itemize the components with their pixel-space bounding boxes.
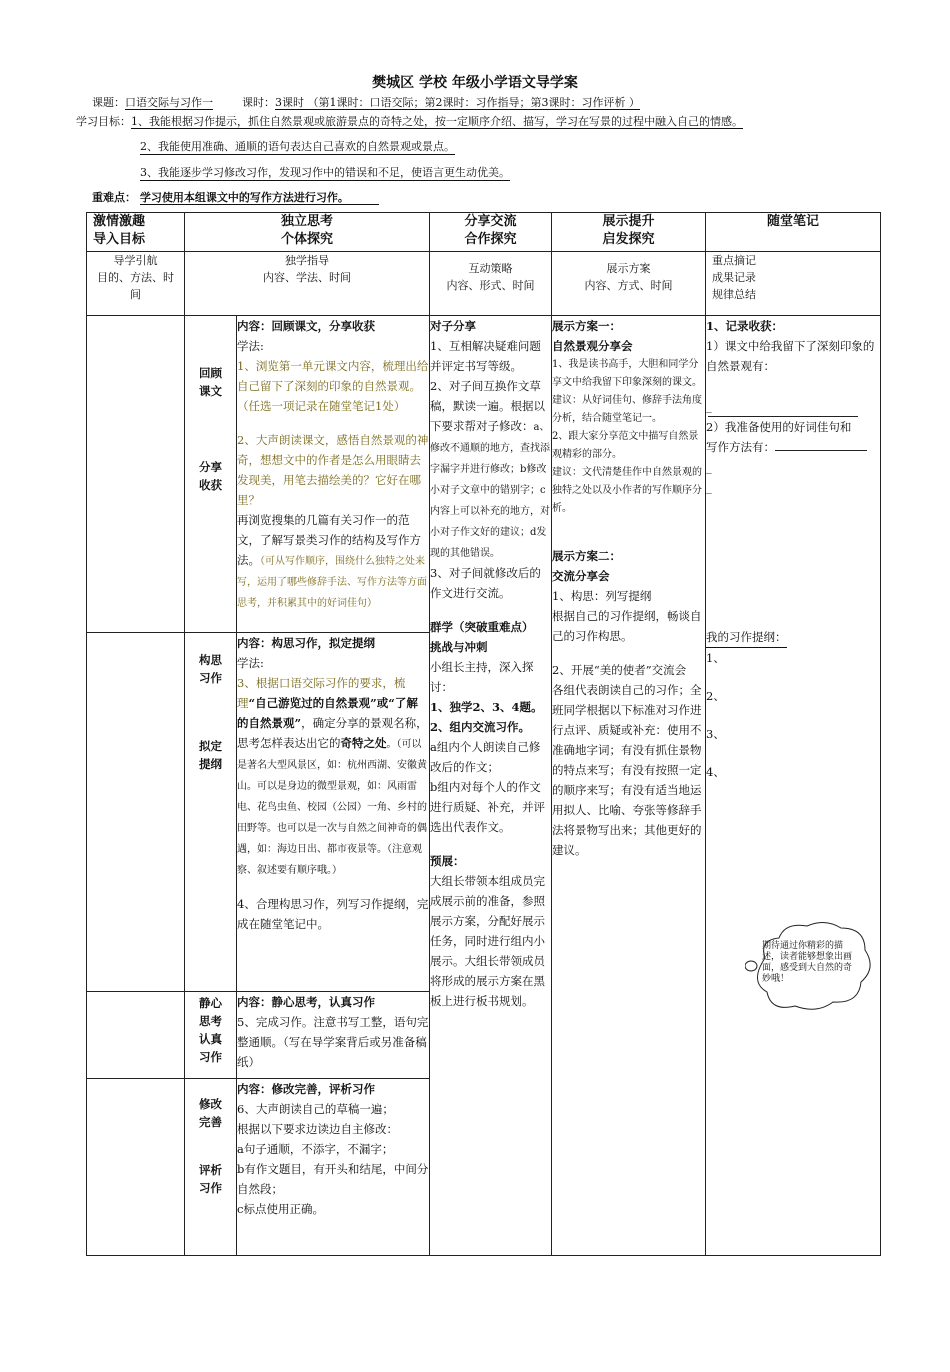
key-label: 重难点： [92, 191, 136, 204]
sub-header-2: 独学指导 内容、学法、时间 [185, 252, 430, 316]
col-header-2: 独立思考 个体探究 [185, 213, 430, 252]
hours-label: 课时： [242, 96, 275, 109]
guide-table [86, 212, 881, 1256]
hours-value: 3课时 （第1课时：口语交际；第2课时：习作指导；第3课时：习作评析 ） [275, 96, 640, 109]
key-value: 学习使用本组课文中的写作方法进行习作。 [140, 191, 379, 205]
outline-item-4: 4、 [706, 765, 725, 779]
key-line [92, 189, 379, 205]
stage-revise: 修改 完善 [199, 1097, 222, 1129]
col-header-4: 展示提升 启发探究 [552, 213, 706, 252]
topic-value: 口语交际与习作一 [125, 96, 213, 109]
goal-2: 2、我能使用准确、通顺的语句表达自己喜欢的自然景观或景点。 [140, 140, 455, 153]
stage-outline: 拟定 提纲 [199, 739, 222, 771]
study-block-4: 内容：修改完善，评析习作 6、大声朗读自己的草稿一遍； 根据以下要求边读边自主修改： a句子通顺，不添字，不漏字； b有作文题目，有开头和结尾，中间分自然段； c标点使用正确。 [237, 1079, 430, 1256]
outline-item-2: 2、 [706, 689, 725, 703]
outline-item-1: 1、 [706, 651, 725, 665]
page-title: 樊城区 学校 年级小学语文导学案 [372, 75, 578, 91]
goal-1: 1、我能根据习作提示，抓住自然景观或旅游景点的奇特之处，按一定顺序介绍、描写，学习在写景的过程中融入自己的情感。 [131, 115, 743, 128]
study-block-3: 内容：静心思考，认真习作 5、完成习作。注意书写工整，语句完整通顺。（写在导学案背后或另准备稿纸） [237, 992, 430, 1079]
stage-cell-3 [185, 992, 237, 1079]
col-header-5: 随堂笔记 [706, 213, 881, 252]
guide-cell-2 [87, 633, 185, 992]
study-block-1: 内容：回顾课文，分享收获 学法: 1、浏览第一单元课文内容，梳理出给自己留下了深刻的印象的自然景观。（任选一项记录在随堂笔记1处） 2、大声朗读课文，感悟自然景观的神奇，想想文中的作者是怎么用眼睛去发现美，用笔去描绘美的？它好在哪里？ 再浏览搜集的几篇有关习作一的范文，了解写景类习作的结构及写作方法。（可从写作顺序，围绕什么独特之处来写，运用了哪些修辞手法、写作方法等方面思考，并积累其中的好词佳句） [237, 316, 430, 633]
stage-plan: 构思 习作 [199, 653, 222, 685]
stage-cell-2 [185, 633, 237, 992]
sub-header-1: 导学引航 目的、方法、时 间 [87, 252, 185, 316]
stage-share: 分享 收获 [199, 460, 222, 492]
goal-line-1 [76, 113, 743, 129]
sub-header-5: 重点摘记 成果记录 规律总结 [706, 252, 881, 316]
sub-header-4: 展示方案 内容、方式、时间 [552, 252, 706, 316]
stage-review: 回顾 课文 [199, 366, 222, 398]
topic-line [92, 94, 640, 110]
row-review [87, 316, 881, 633]
stage-evaluate: 评析 习作 [199, 1163, 222, 1195]
stage-write: 静心 思考 认真 习作 [199, 996, 222, 1064]
stage-cell-1 [185, 316, 237, 633]
guide-cell-4 [87, 1079, 185, 1256]
share-column: 对子分享 1、互相解决疑难问题并评定书写等级。 2、对子间互换作文草稿，默读一遍。根据以下要求帮对子修改：a、修改不通顺的地方，查找添字漏字并进行修改；b修改小对子文章中的错别字；c内容上可以补充的地方，对小对子作文好的建议；d发现的其他错误。 3、对子间就修改后的作文进行交流。 群学（突破重难点） 挑战与冲刺 小组长主持，深入探讨： 1、独学2、3、4题。 2、组内交流习作。 a组内个人朗读自己修改后的作文； b组内对每个人的作文进行质疑、补充，并评选出代表作文。 预展： 大组长带领本组成员完成展示前的准备，参照展示方案，分配好展示任务，同时进行组内小展示。大组长带领成员将形成的展示方案在黑板上进行板书规划。 [430, 316, 552, 1256]
col-header-3: 分享交流 合作探究 [430, 213, 552, 252]
col-header-1: 激情激趣 导入目标 [87, 213, 185, 252]
topic-label: 课题： [92, 96, 125, 109]
subheader-row [87, 252, 881, 316]
cloud-text: 期待通过你精彩的描述，读者能够想象出画面，感受到大自然的奇妙哦！ [762, 941, 853, 984]
show-column: 展示方案一： 自然景观分享会 1、我是读书高手，大胆和同学分享文中给我留下印象深刻的课文。 建议：从好词佳句、修辞手法角度分析，结合随堂笔记一。 2、跟大家分享范文中描写自然景观精彩的部分。 建议：文代清楚佳作中自然景观的独特之处以及小作者的写作顺序分析。 展示方案二： 交流分享会 1、构思：列写提纲 根据自己的习作提纲，畅谈自己的习作构思。 2、开展“美的使者”交流会 各组代表朗读自己的习作；全班同学根据以下标准对习作进行点评、质疑或补充：使用不准确地字词；有没有抓住景物的特点来写；有没有按照一定的顺序来写；有没有适当地运用拟人、比喻、夸张等修辞手法将景物写出来；其他更好的建议。 [552, 316, 706, 1256]
guide-cell-3 [87, 992, 185, 1079]
notes-column: 1、记录收获： 1）课文中给我留下了深刻印象的自然景观有： _ 2）我准备使用的好词佳句和 写作方法有： _ _ 我的习作提纲： 1、 2、 3、 4、 [706, 316, 881, 1256]
stage-cell-4 [185, 1079, 237, 1256]
header-row [87, 213, 881, 252]
goal-3: 3、我能逐步学习修改习作，发现习作中的错误和不足，使语言更生动优美。 [140, 166, 510, 179]
study-block-2: 内容：构思习作，拟定提纲 学法: 3、根据口语交际习作的要求，梳理“自己游览过的自然景观”或“了解的自然景观”，确定分享的景观名称，思考怎样表达出它的奇特之处。（可以是著名大型风景区，如：杭州西湖、安徽黄山。可以是身边的微型景观，如：风雨雷电、花鸟虫鱼、校园（公园）一角、乡村的田野等。也可以是一次与自然之间神奇的偶遇，如：海边日出、都市夜景等。（注意观察、叙述要有顺序哦。） 4、合理构思习作，列写习作提纲，完成在随堂笔记中。 [237, 633, 430, 992]
outline-item-3: 3、 [706, 727, 725, 741]
outline-label: 我的习作提纲： [706, 627, 787, 648]
guide-cell-1 [87, 316, 185, 633]
sub-header-3: 互动策略 内容、形式、时间 [430, 252, 552, 316]
goals-label: 学习目标： [76, 115, 131, 128]
